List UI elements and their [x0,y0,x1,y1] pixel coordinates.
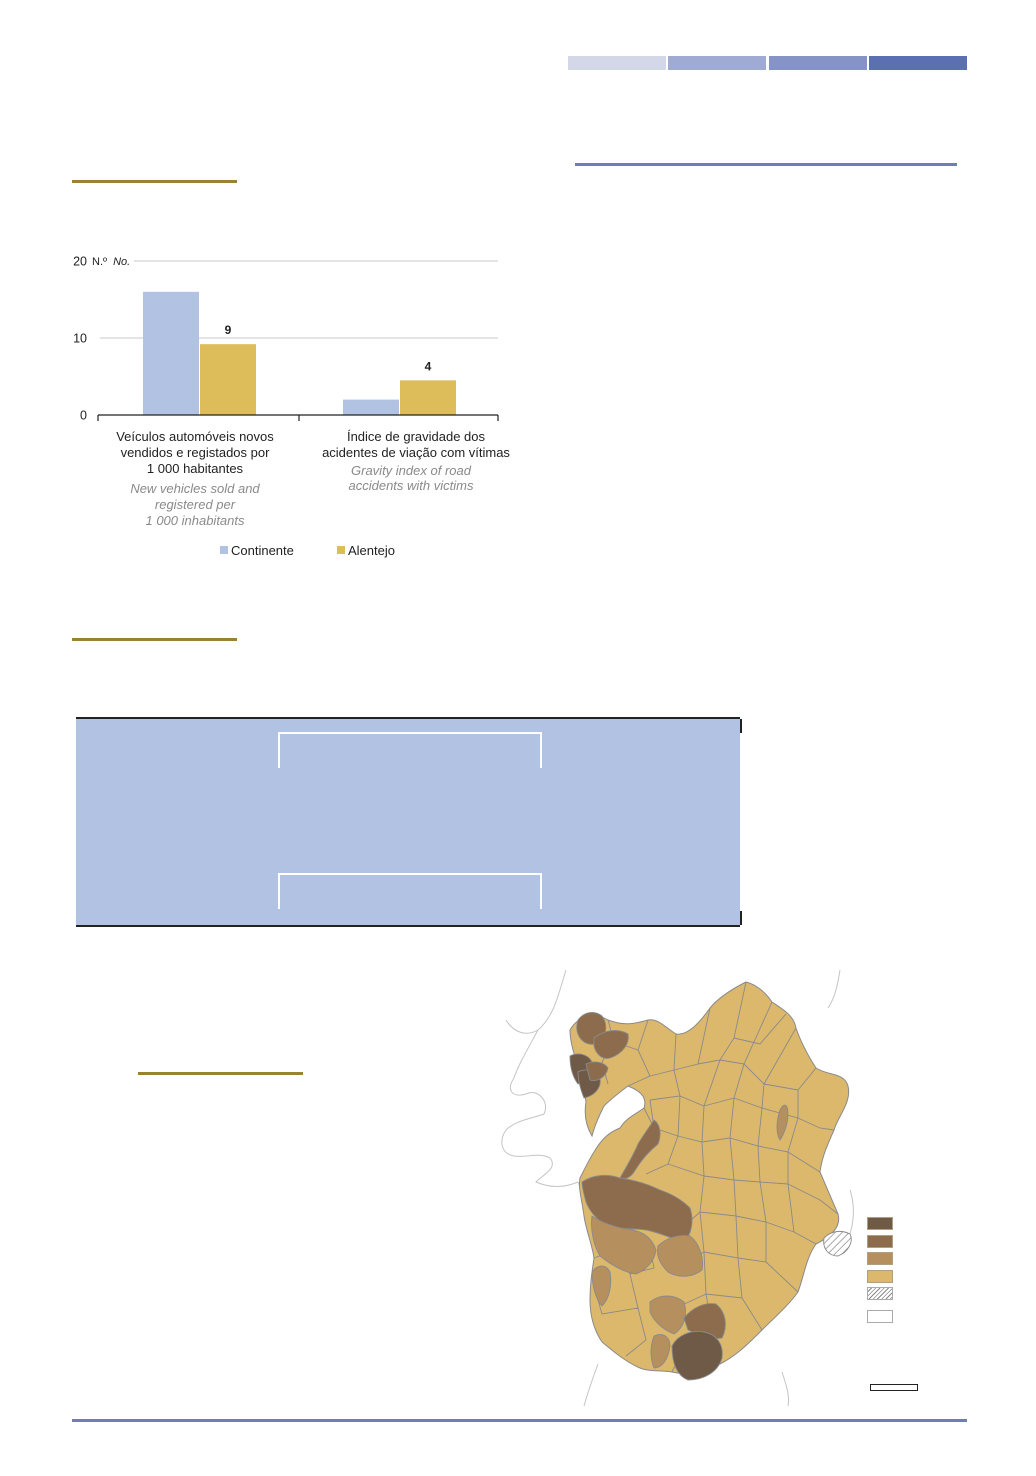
legend-swatch-alentejo [337,546,345,554]
category-label-pt: acidentes de viação com vítimas [322,445,510,460]
section-rule-map [138,1072,303,1075]
panel-bracket-top [278,732,542,768]
bar-data-label: 9 [224,323,232,338]
category-label-pt: Índice de gravidade dos [346,429,486,444]
map-legend-swatch-class-2 [867,1235,893,1248]
chart-bars [143,292,456,415]
unit-en: No. [113,256,131,268]
map-legend-swatch-class-3 [867,1252,893,1265]
bar-continente-1 [143,292,199,415]
right-column-rule [575,163,957,166]
info-panel [76,717,740,927]
y-axis-unit-label [92,256,130,268]
header-deco-bar-3 [769,56,867,70]
panel-bracket-bottom [278,873,542,909]
y-tick-label: 0 [80,408,87,423]
map-legend-swatch-hatched [867,1287,893,1300]
header-deco-bar-1 [568,56,666,70]
header-deco-bar-4 [869,56,967,70]
category-label-pt: Veículos automóveis novos [116,429,274,444]
legend-label-alentejo: Alentejo [348,543,395,558]
y-tick-label: 10 [73,331,87,346]
y-tick-label: 20 [73,254,87,269]
bar-alentejo-2 [400,380,456,415]
category-label-en: registered per [154,497,236,512]
map-scale-bar [870,1384,918,1391]
hatched-territory [824,1231,852,1256]
section-rule-panel [72,638,237,641]
bar-data-label: 4 [424,359,432,374]
region-map [498,968,858,1408]
y-axis-ticks [73,255,87,423]
category-label-pt: 1 000 habitantes [146,461,244,476]
bar-continente-2 [343,400,399,415]
section-rule-chart [72,180,237,183]
bar-chart [60,245,530,575]
municipality-class-1 [672,1332,722,1380]
panel-edge-bottom [740,911,742,925]
map-legend-swatch-class-4 [867,1270,893,1283]
unit-pt: N.º [92,256,108,268]
category-label-pt: vendidos e registados por [120,445,270,460]
category-label-en: Gravity index of road [351,463,471,478]
category-label-en: accidents with victims [348,478,474,493]
header-deco-bar-2 [668,56,766,70]
map-legend-swatch-no-data [867,1310,893,1323]
category-label-en: 1 000 inhabitants [145,513,245,528]
legend-swatch-continente [220,546,228,554]
footer-rule [72,1419,967,1422]
category-label-en: New vehicles sold and [130,481,260,496]
legend-label-continente: Continente [231,543,294,558]
map-legend-swatch-class-1 [867,1217,893,1230]
bar-alentejo-1 [200,344,256,415]
panel-edge-top [740,719,742,733]
